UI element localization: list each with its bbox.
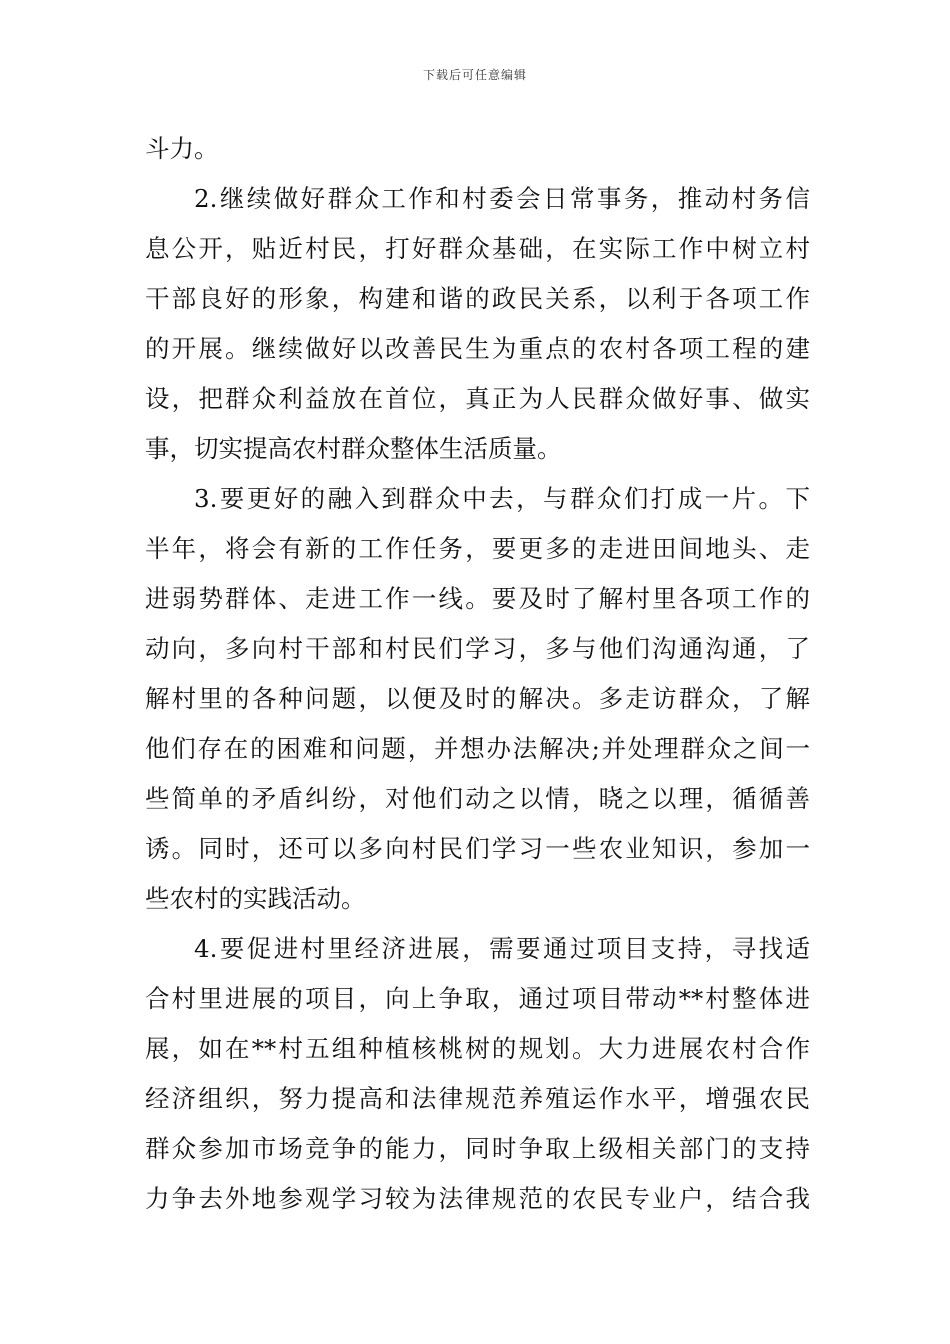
text-line: 事，切实提高农村群众整体生活质量。 [145,434,562,463]
text-line: 进弱势群体、走进工作一线。要及时了解村里各项工作的 [145,584,810,613]
text-line: 些农村的实践活动。 [145,884,366,913]
paragraph-4-start: 4.要促进村里经济进展，需要通过项目支持，寻找适 [194,934,810,963]
text-line: 的开展。继续做好以改善民生为重点的农村各项工程的建 [145,334,810,363]
text-line: 设，把群众利益放在首位，真正为人民群众做好事、做实 [145,384,810,413]
text-line: 斗力。 [145,134,219,163]
paragraph-2-start: 2.继续做好群众工作和村委会日常事务，推动村务信 [194,184,810,213]
text-line: 解村里的各种问题，以便及时的解决。多走访群众，了解 [145,684,810,713]
text-line: 动向，多向村干部和村民们学习，多与他们沟通沟通，了 [145,634,810,663]
text-line: 展，如在**村五组种植核桃树的规划。大力进展农村合作 [145,1034,810,1063]
text-line: 诱。同时，还可以多向村民们学习一些农业知识，参加一 [145,834,810,863]
text-line: 群众参加市场竞争的能力，同时争取上级相关部门的支持 [145,1134,810,1163]
text-line: 半年，将会有新的工作任务，要更多的走进田间地头、走 [145,534,810,563]
text-line: 他们存在的困难和问题，并想办法解决;并处理群众之间一 [145,734,810,763]
text-line: 合村里进展的项目，向上争取，通过项目带动**村整体进 [145,984,810,1013]
text-line: 些简单的矛盾纠纷，对他们动之以情，晓之以理，循循善 [145,784,810,813]
text-line: 干部良好的形象，构建和谐的政民关系，以利于各项工作 [145,284,810,313]
document-body [145,124,810,1224]
text-line: 经济组织，努力提高和法律规范养殖运作水平，增强农民 [145,1084,810,1113]
text-line: 息公开，贴近村民，打好群众基础，在实际工作中树立村 [145,234,810,263]
text-line: 力争去外地参观学习较为法律规范的农民专业户，结合我 [145,1184,810,1213]
page-header: 下载后可任意编辑 [422,68,527,82]
paragraph-3-start: 3.要更好的融入到群众中去，与群众们打成一片。下 [194,484,810,513]
